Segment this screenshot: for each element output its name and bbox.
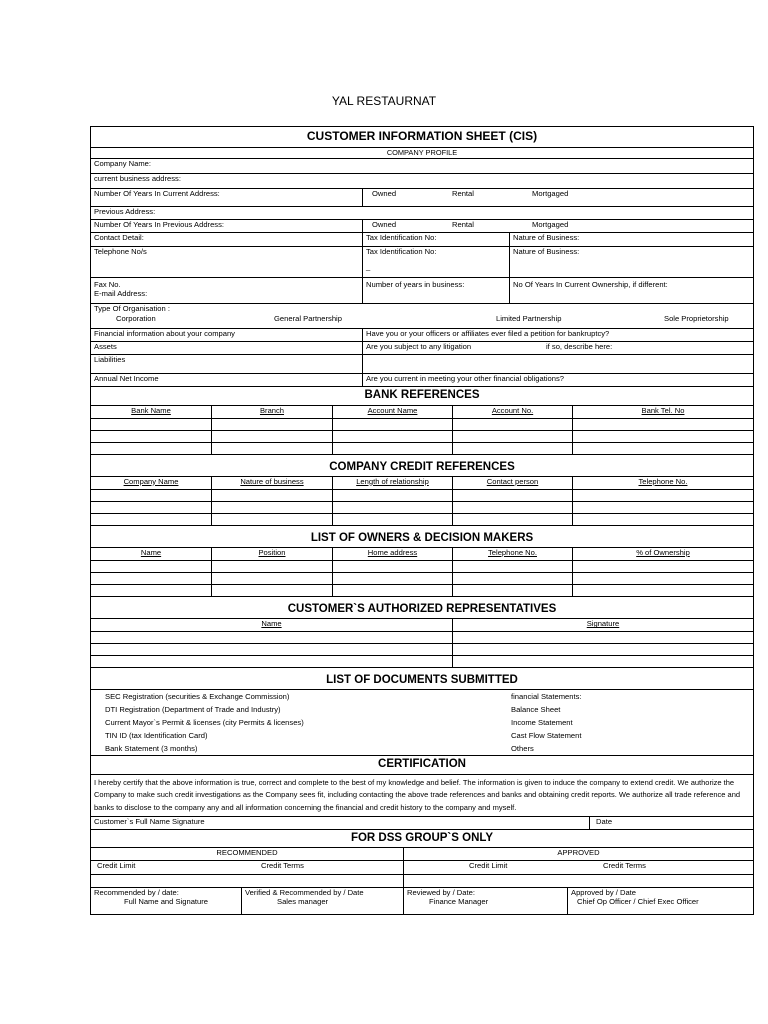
rental-option[interactable]: Rental — [452, 220, 474, 230]
annual-net-income-field[interactable]: Annual Net Income — [94, 374, 159, 384]
approved-by-block[interactable] — [567, 888, 753, 914]
table-row[interactable] — [91, 419, 753, 431]
bank-references-title: BANK REFERENCES — [91, 387, 753, 405]
document-item[interactable]: Current Mayor`s Permit & licenses (city Permits & licenses) — [105, 717, 304, 727]
table-row[interactable] — [91, 431, 753, 443]
bankruptcy-question[interactable]: Have you or your officers or affiliates ever filed a petition for bankruptcy? — [362, 329, 753, 341]
table-row[interactable] — [91, 561, 753, 573]
table-row[interactable] — [91, 632, 753, 644]
financial-info-label: Financial information about your company — [94, 329, 235, 339]
general-partnership-option[interactable]: General Partnership — [274, 314, 342, 324]
column-header: Account Name — [332, 406, 452, 418]
liabilities-field[interactable]: Liabilities — [94, 355, 126, 365]
credit-terms-field[interactable]: Credit Terms — [603, 861, 646, 871]
bank-references-header — [91, 406, 753, 419]
certification-title: CERTIFICATION — [91, 756, 753, 774]
litigation-row — [362, 342, 753, 354]
previous-address-field[interactable]: Previous Address: — [94, 207, 156, 217]
column-header: Home address — [332, 548, 452, 560]
dash-mark: _ — [366, 262, 371, 272]
column-header: Branch — [211, 406, 332, 418]
column-header: Company Name — [123, 476, 179, 486]
ownership-previous — [362, 220, 753, 232]
table-row[interactable] — [91, 573, 753, 585]
nature-of-business-field[interactable]: Nature of Business: — [509, 233, 753, 246]
recommended-credit — [91, 861, 403, 874]
litigation-question[interactable]: Are you subject to any litigation — [366, 342, 472, 352]
column-header: Bank Name — [131, 405, 171, 415]
document-item[interactable]: Others — [511, 743, 534, 753]
fax-email-block — [91, 278, 362, 303]
empty-cell — [403, 875, 753, 887]
table-row[interactable] — [91, 490, 753, 502]
mortgaged-option[interactable]: Mortgaged — [532, 189, 569, 199]
current-obligations-question[interactable]: Are you current in meeting your other financial obligations? — [362, 374, 753, 386]
approved-label: APPROVED — [403, 848, 753, 860]
verified-by-label: Verified & Recommended by / Date — [245, 888, 364, 898]
company-profile-label: COMPANY PROFILE — [91, 148, 753, 160]
column-header: Length of relationship — [332, 477, 452, 489]
document-item[interactable]: Bank Statement (3 months) — [105, 743, 198, 753]
column-header: Signature — [452, 619, 753, 631]
type-of-organisation-label: Type Of Organisation : — [94, 304, 170, 314]
document-title: YAL RESTAURNAT — [331, 94, 437, 108]
column-header: Contact person — [452, 477, 572, 489]
table-row[interactable] — [91, 656, 753, 668]
recommended-by-label: Recommended by / date: — [94, 888, 179, 898]
column-header: Bank Tel. No — [572, 406, 753, 418]
sole-proprietorship-option[interactable]: Sole Proprietorship — [664, 314, 729, 324]
document-item[interactable]: TIN ID (tax Identification Card) — [105, 730, 208, 740]
years-previous-field[interactable]: Number Of Years In Previous Address: — [94, 220, 225, 230]
credit-terms-field[interactable]: Credit Terms — [261, 861, 304, 871]
rental-option[interactable]: Rental — [452, 189, 474, 199]
years-in-business-field[interactable]: Number of years in business: — [362, 278, 509, 303]
reviewed-by-label: Reviewed by / Date: — [407, 888, 475, 898]
approved-by-label: Approved by / Date — [571, 888, 637, 898]
column-header: Position — [211, 548, 332, 560]
empty-cell — [362, 355, 753, 373]
owned-option[interactable]: Owned — [372, 189, 397, 199]
table-row[interactable] — [91, 502, 753, 514]
corporation-option[interactable]: Corporation — [116, 314, 156, 324]
approved-credit — [403, 861, 753, 874]
document-item[interactable]: Cast Flow Statement — [511, 730, 582, 740]
ownership-current — [362, 189, 753, 206]
years-ownership-field[interactable]: No Of Years In Current Ownership, if different: — [509, 278, 753, 303]
tin-field[interactable]: Tax Identification No: — [362, 233, 509, 246]
column-header: % of Ownership — [572, 548, 753, 560]
owners-title: LIST OF OWNERS & DECISION MAKERS — [91, 530, 753, 548]
credit-limit-field[interactable]: Credit Limit — [97, 861, 136, 871]
table-row[interactable] — [91, 514, 753, 526]
representatives-title: CUSTOMER`S AUTHORIZED REPRESENTATIVES — [91, 601, 753, 619]
certification-text: I hereby certify that the above information is true, correct and complete to the best of my knowledge and belief. The information is given to induce the company to extend credit. We authorize the Company to make such credit investigations as the Company sees fit, including contacting the above trade references and banks and obtaining credit reports. We authorize all trade reference and banks to disclose to the company any and all information concerning the financial and credit history to the company and myself. — [91, 775, 753, 818]
column-header: Nature of business — [211, 477, 332, 489]
sales-manager-label: Sales manager — [277, 897, 329, 907]
limited-partnership-option[interactable]: Limited Partnership — [496, 314, 562, 324]
table-row[interactable] — [91, 585, 753, 597]
organisation-options — [91, 315, 753, 324]
current-address-field[interactable]: current business address: — [94, 174, 181, 184]
contact-detail-label: Contact Detail: — [94, 233, 144, 243]
documents-list — [91, 690, 753, 756]
chief-officer-label: Chief Op Officer / Chief Exec Officer — [577, 897, 699, 907]
signature-date-field[interactable]: Date — [589, 817, 753, 829]
credit-references-header — [91, 477, 753, 490]
table-row[interactable] — [91, 644, 753, 656]
column-header: Name — [261, 619, 282, 629]
credit-references-title: COMPANY CREDIT REFERENCES — [91, 459, 753, 477]
assets-field[interactable]: Assets — [94, 342, 117, 352]
years-current-field[interactable]: Number Of Years In Current Address: — [94, 189, 220, 199]
dss-title: FOR DSS GROUP`S ONLY — [91, 830, 753, 848]
credit-limit-field[interactable]: Credit Limit — [469, 861, 508, 871]
recommended-label: RECOMMENDED — [216, 848, 278, 858]
column-header: Telephone No. — [452, 548, 572, 560]
recommended-by-block[interactable] — [91, 888, 241, 914]
nature-of-business-field-2[interactable]: Nature of Business: — [509, 247, 753, 277]
telephone-field[interactable]: Telephone No/s — [94, 247, 147, 257]
documents-title: LIST OF DOCUMENTS SUBMITTED — [91, 672, 753, 690]
column-header: Name — [140, 547, 162, 557]
owners-header — [91, 548, 753, 561]
mortgaged-option[interactable]: Mortgaged — [532, 220, 569, 230]
tin-field-2[interactable] — [362, 247, 509, 277]
form-title: CUSTOMER INFORMATION SHEET (CIS) — [91, 127, 753, 148]
litigation-describe[interactable]: if so, describe here: — [546, 342, 613, 352]
representatives-header — [91, 619, 753, 632]
verified-by-block[interactable] — [241, 888, 403, 914]
empty-cell — [91, 875, 403, 887]
document-item[interactable]: SEC Registration (securities & Exchange Commission) — [105, 691, 290, 701]
document-item[interactable]: Balance Sheet — [511, 704, 561, 714]
customer-signature-field[interactable]: Customer`s Full Name Signature — [94, 817, 205, 827]
tin-label: Tax Identification No: — [366, 247, 437, 257]
document-item[interactable]: DTI Registration (Department of Trade and Industry) — [105, 704, 281, 714]
full-name-signature-label: Full Name and Signature — [124, 897, 208, 907]
email-field[interactable]: E-mail Address: — [94, 289, 148, 299]
fax-field[interactable]: Fax No. — [94, 280, 121, 290]
table-row[interactable] — [91, 443, 753, 455]
reviewed-by-block[interactable] — [403, 888, 567, 914]
company-name-field[interactable]: Company Name: — [94, 159, 151, 169]
finance-manager-label: Finance Manager — [429, 897, 489, 907]
owned-option[interactable]: Owned — [372, 220, 397, 230]
column-header: Account No. — [452, 406, 572, 418]
cis-form — [90, 126, 754, 915]
document-item[interactable]: financial Statements: — [511, 691, 582, 701]
document-item[interactable]: Income Statement — [511, 717, 573, 727]
column-header: Telephone No. — [572, 477, 753, 489]
